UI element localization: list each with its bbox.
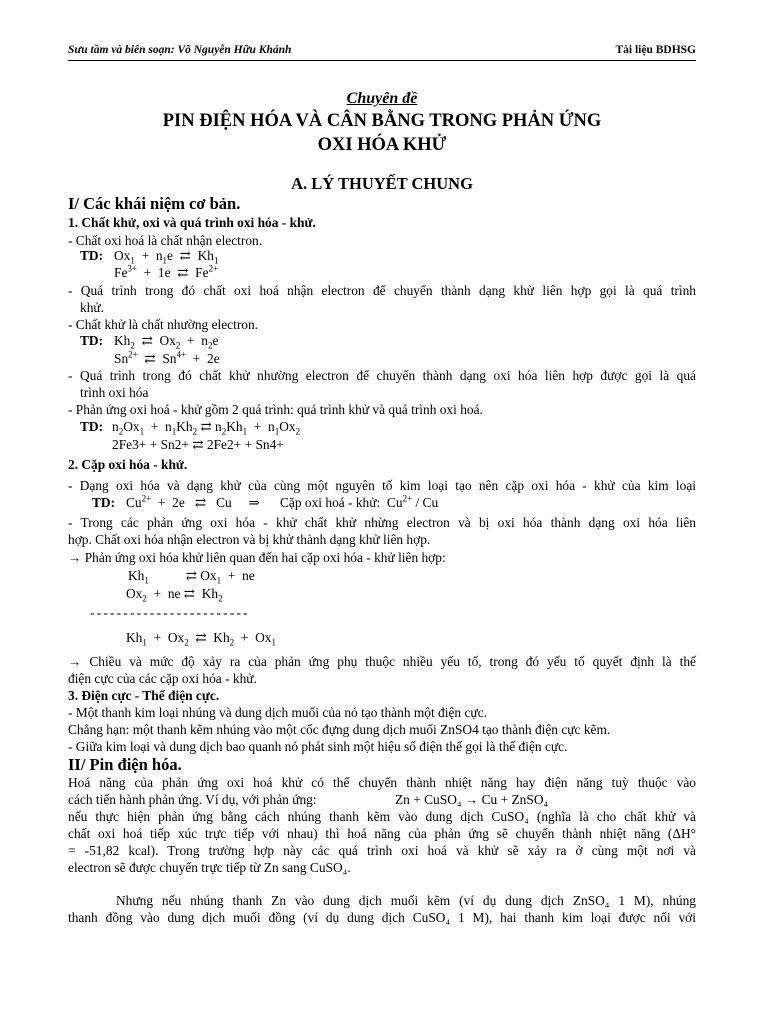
text-line: chất oxi hoá tiếp xúc trực tiếp với nhau) thì hoá năng của phản ứng sẽ chuyển thành nhiệt năng (ΔH°	[68, 826, 696, 841]
author-credit: Sưu tầm và biên soạn: Võ Nguyễn Hữu Khánh	[68, 44, 292, 56]
text-line: điện cực của các cặp oxi hóa - khử.	[68, 671, 257, 686]
equation: $Fe^{3+} + 1e$ ⇄ $Fe^{2+}$	[114, 263, 219, 280]
example-label: TD:	[80, 419, 104, 434]
equation: $n_2Ox_1 + n_1Kh_2$ ⇄ $n_2Kh_1 + n_1Ox_2$	[112, 419, 301, 437]
equation: 2Fe3+ + Sn2+ ⇄ 2Fe2+ + Sn4+	[112, 437, 284, 452]
subsection-2-heading: 2. Cặp oxi hóa - khử.	[68, 457, 188, 472]
equation: $Ox_1 + n_1e$ ⇄ $Kh_1$	[114, 248, 219, 266]
subsection-3-heading: 3. Điện cực - Thế điện cực.	[68, 688, 220, 703]
section-1-heading: I/ Các khái niệm cơ bản.	[68, 194, 241, 213]
equation: $Cu^{2+} + 2e$ ⇄ Cu ⇒	[126, 493, 260, 510]
text-line: → Phản ứng oxi hóa khử liên quan đến hai cặp oxi hóa - khử liên hợp:	[68, 550, 446, 565]
example-label: TD:	[80, 333, 104, 348]
text-line: - Giữa kim loại và dung dịch bao quanh nó phát sinh một hiệu số điện thế gọi là thế điện cực.	[68, 739, 568, 754]
text-line: - Trong các phản ứng oxi hóa - khử chất khử nhừng electron và bị oxi hóa thành dạng oxi hóa liên	[68, 515, 696, 530]
text-line: hợp. Chất oxi hóa nhận electron và bị khử thành dạng khử liên hợp.	[68, 532, 431, 547]
equation: $Kh_2$ ⇄ $Ox_2 + n_2e$	[114, 333, 219, 351]
separator-dashes: ------------------------	[90, 605, 250, 620]
text-line: - Chất oxi hoá là chất nhận electron.	[68, 233, 263, 248]
text-line: - Quá trình trong đó chất oxi hoá nhận electron để chuyển thành dạng khử liên hợp gọi là quá trình	[68, 283, 696, 298]
reaction-equation: Zn + CuSO₄ → Cu + ZnSO₄	[395, 792, 549, 807]
title-line-2: OXI HÓA KHỬ	[317, 135, 447, 155]
equation: $Ox_2$ + ne ⇄ $Kh_2$	[126, 586, 223, 604]
title-kicker: Chuyên đề	[346, 90, 418, 107]
text-line: cách tiến hành phản ứng. Ví dụ, với phản ứng:	[68, 792, 317, 807]
equation: $Kh_1$ ⇄ $Ox_1$ + ne	[128, 568, 255, 586]
text-line: Nhưng nếu nhúng thanh Zn vào dung dịch muối kẽm (ví dụ dung dịch ZnSO₄ 1 M), nhúng	[116, 893, 696, 908]
text-line: - Dạng oxi hóa và dạng khử của cùng một nguyên tố kim loại tạo nên cặp oxi hóa - khử của kim loại	[68, 478, 696, 493]
equation: $Kh_1 + Ox_2$ ⇄ $Kh_2 + Ox_1$	[126, 630, 276, 648]
text-line: → Chiều và mức độ xảy ra của phản ứng phụ thuộc nhiều yếu tố, trong đó yếu tố quyết định là thế	[68, 654, 696, 669]
text-line: - Phản ứng oxi hoá - khử gồm 2 quá trình: quá trình khử và quá trình oxi hoá.	[68, 402, 483, 417]
text-line: Hoá năng của phản ứng oxi hoá khử có thể chuyển thành nhiệt năng hay điện năng tuỳ thuộc vào	[68, 775, 696, 790]
text-line: electron sẽ được chuyển trực tiếp từ Zn sang CuSO₄.	[68, 860, 351, 875]
text-line: - Quá trình trong đó chất khử nhường electron để chuyển thành dạng oxi hóa liên hợp được gọi là quá	[68, 368, 696, 383]
example-label: TD:	[92, 495, 116, 510]
text-line: - Một thanh kim loại nhúng và dung dịch muối của nó tạo thành một điện cực.	[68, 705, 487, 720]
text-line: nếu thực hiện phản ứng bằng cách nhúng thanh kẽm vào dung dịch CuSO₄ (nghĩa là cho chất khử và	[68, 809, 696, 824]
text-line: thanh đồng vào dung dịch muối đồng (ví dụ dung dịch CuSO₄ 1 M), hai thanh kim loại được nối với	[68, 910, 696, 925]
example-label: TD:	[80, 248, 104, 263]
page-header	[68, 42, 696, 61]
text-line: = -51,82 kcal). Trong trường hợp này các quá trình oxi hoá và khử sẽ xảy ra ở cùng một nơi và	[68, 843, 696, 858]
text-line: Chẳng hạn: một thanh kẽm nhúng vào một cốc đựng dung dịch muối ZnSO4 tạo thành điện cực kẽm.	[68, 722, 611, 737]
text-line: trình oxi hóa	[80, 385, 149, 400]
section-2-heading: II/ Pin điện hóa.	[68, 755, 182, 774]
section-a-heading: A. LÝ THUYẾT CHUNG	[291, 174, 473, 193]
equation: Cặp oxi hoá - khử: $Cu^{2+}$ / Cu	[280, 493, 439, 510]
equation: $Sn^{2+}$ ⇄ $Sn^{4+} + 2e$	[114, 349, 220, 366]
title-line-1: PIN ĐIỆN HÓA VÀ CÂN BẰNG TRONG PHẢN ỨNG	[162, 111, 602, 131]
text-line: khử.	[80, 300, 104, 315]
pair-label: Cặp oxi hoá - khử:	[280, 495, 381, 510]
subsection-1-heading: 1. Chất khử, oxi và quá trình oxi hóa - khử.	[68, 215, 316, 230]
text-line: - Chất khử là chất nhường electron.	[68, 317, 259, 332]
document-label: Tài liệu BDHSG	[615, 44, 696, 56]
